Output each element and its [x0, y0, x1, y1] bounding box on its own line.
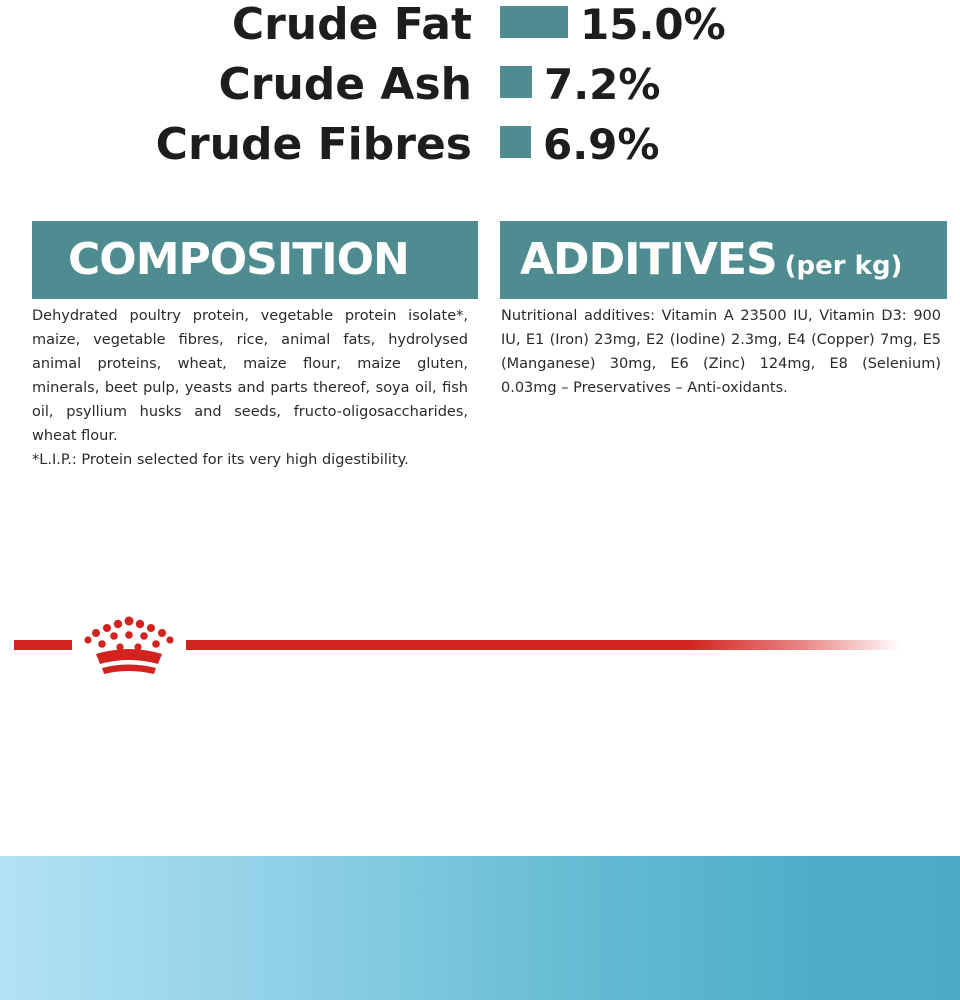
additives-text-block: [501, 304, 941, 400]
constituent-row: [0, 116, 960, 174]
composition-title: COMPOSITION: [68, 234, 409, 285]
constituent-value: 15.0%: [580, 0, 726, 49]
composition-text-block: [32, 304, 468, 472]
additives-header: [500, 221, 947, 299]
divider-line-left: [14, 640, 72, 650]
additives-title-group: [520, 221, 902, 299]
composition-header: [32, 221, 478, 299]
additives-text: Nutritional additives: Vitamin A 23500 IU, Vitamin D3: 900 IU, E1 (Iron) 23mg, E2 (Iodine) 2.3mg, E4 (Copper) 7mg, E5 (Manganese) 30mg, E6 (Zinc) 124mg, E8 (Selenium) 0.03mg – Preservatives – Anti-oxidants.: [501, 308, 941, 396]
constituent-label: Crude Fibres: [155, 119, 472, 170]
composition-text: Dehydrated poultry protein, vegetable protein isolate*, maize, vegetable fibres, rice, animal fats, hydrolysed animal proteins, wheat, maize flour, maize gluten, minerals, beet pulp, yeasts and parts thereof, soya oil, fish oil, psyllium husks and seeds, fructo-oligosaccharides, wheat flour.: [32, 308, 468, 444]
constituent-bar: [500, 6, 568, 38]
constituent-bar: [500, 66, 532, 98]
constituent-label: Crude Ash: [218, 59, 472, 110]
analytical-constituents: [0, 0, 960, 190]
bottom-gradient-banner: [0, 856, 960, 1000]
royal-canin-crown-icon: [80, 616, 178, 678]
additives-title: ADDITIVES: [520, 234, 777, 285]
constituent-value: 7.2%: [544, 60, 661, 109]
additives-subtitle: (per kg): [784, 251, 903, 281]
constituent-value: 6.9%: [543, 120, 660, 169]
brand-divider: [0, 610, 960, 680]
constituent-bar: [500, 126, 531, 158]
divider-line-right: [186, 640, 902, 650]
constituent-row: [0, 56, 960, 114]
composition-footnote: *L.I.P.: Protein selected for its very high digestibility.: [32, 452, 409, 468]
constituent-row: [0, 0, 960, 54]
constituent-label: Crude Fat: [231, 0, 472, 50]
